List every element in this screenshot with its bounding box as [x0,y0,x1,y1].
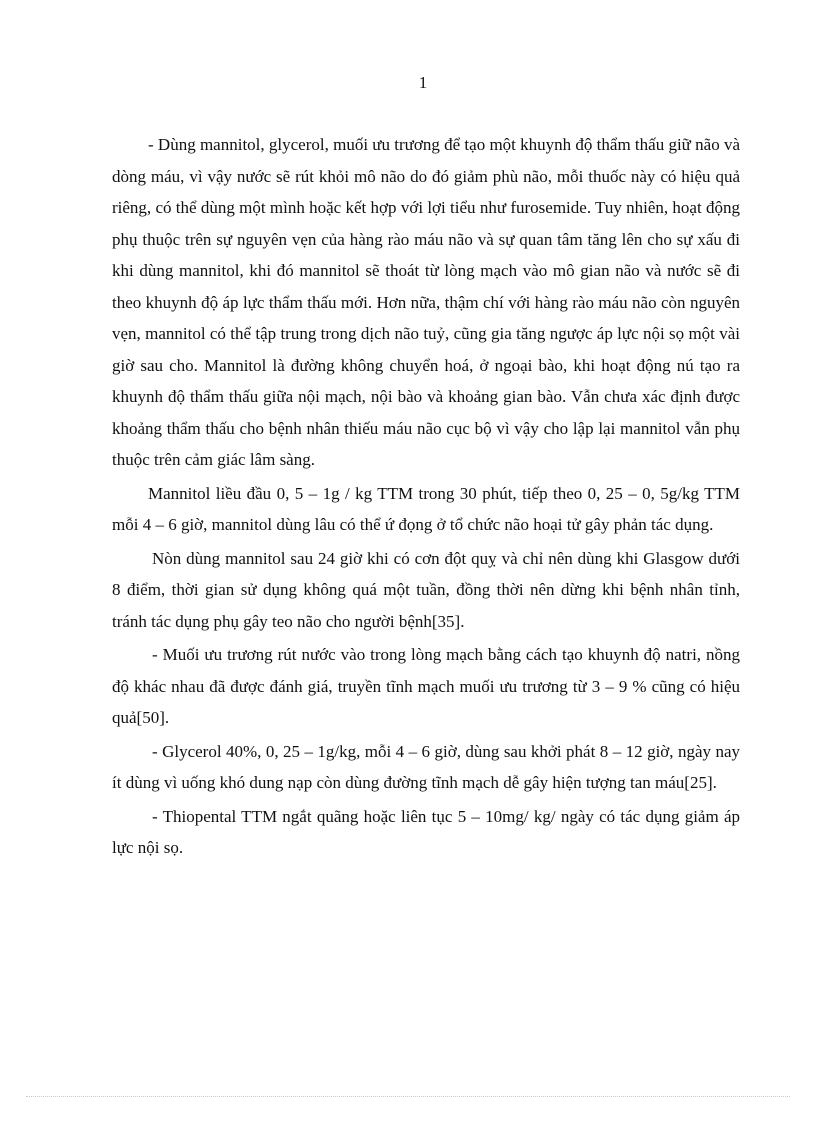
paragraph-hypertonic-saline: - Muối ưu trương rút nước vào trong lòng mạch bằng cách tạo khuynh độ natri, nồng độ khác nhau đã được đánh giá, truyền tĩnh mạch muối ưu trương từ 3 – 9 % cũng có hiệu quả[50]. [112,645,740,727]
paragraph-mannitol-usage: Nòn dùng mannitol sau 24 giờ khi có cơn đột quỵ và chỉ nên dùng khi Glasgow dưới 8 điểm, thời gian sử dụng không quá một tuần, đồng thời nên dừng khi bệnh nhân tỉnh, tránh tác dụng phụ gây teo não cho người bệnh[35]. [112,548,740,631]
page-bottom-divider [26,1096,790,1097]
page-number: 1 [418,73,428,92]
paragraph-glycerol: - Glycerol 40%, 0, 25 – 1g/kg, mỗi 4 – 6 giờ, dùng sau khởi phát 8 – 12 giờ, ngày nay ít dùng vì uống khó dung nạp còn dùng đường tĩnh mạch dễ gây hiện tượng tan máu[25]. [112,741,740,792]
document-body [112,129,740,866]
paragraph-mannitol-dosage: Mannitol liều đầu 0, 5 – 1g / kg TTM trong 30 phút, tiếp theo 0, 25 – 0, 5g/kg TTM mỗi 4 – 6 giờ, mannitol dùng lâu có thể ứ đọng ở tổ chức não hoại tử gây phản tác dụng. [112,483,740,534]
paragraph-mannitol-glycerol: - Dùng mannitol, glycerol, muối ưu trương để tạo một khuynh độ thẩm thấu giữ não và dòng máu, vì vậy nước sẽ rút khỏi mô não do đó giảm phù não, mỗi thuốc này có hiệu quả riêng, có thể dùng một mình hoặc kết hợp với lợi tiểu như furosemide. Tuy nhiên, hoạt động phụ thuộc trên sự nguyên vẹn của hàng rào máu não và sự quan tâm tăng lên cho sự xấu đi khi dùng mannitol, khi đó mannitol sẽ thoát từ lòng mạch vào mô gian não và nước sẽ đi theo khuynh độ áp lực thẩm thấu mới. Hơn nữa, thậm chí với hàng rào máu não còn nguyên vẹn, mannitol có thể tập trung trong dịch não tuỷ, cũng gia tăng ngược áp lực nội sọ một vài giờ sau cho. Mannitol là đường không chuyển hoá, ở ngoại bào, khi hoạt động nú tạo ra khuynh độ thẩm thấu giữa nội mạch, nội bào và khoảng gian bào. Vẫn chưa xác định được khoảng thẩm thấu cho bệnh nhân thiếu máu não cục bộ vì vậy cho lập lại mannitol vẫn phụ thuộc trên cảm giác lâm sàng. [112,135,740,469]
paragraph-thiopental: - Thiopental TTM ngắt quãng hoặc liên tục 5 – 10mg/ kg/ ngày có tác dụng giảm áp lực nội sọ. [112,806,740,857]
